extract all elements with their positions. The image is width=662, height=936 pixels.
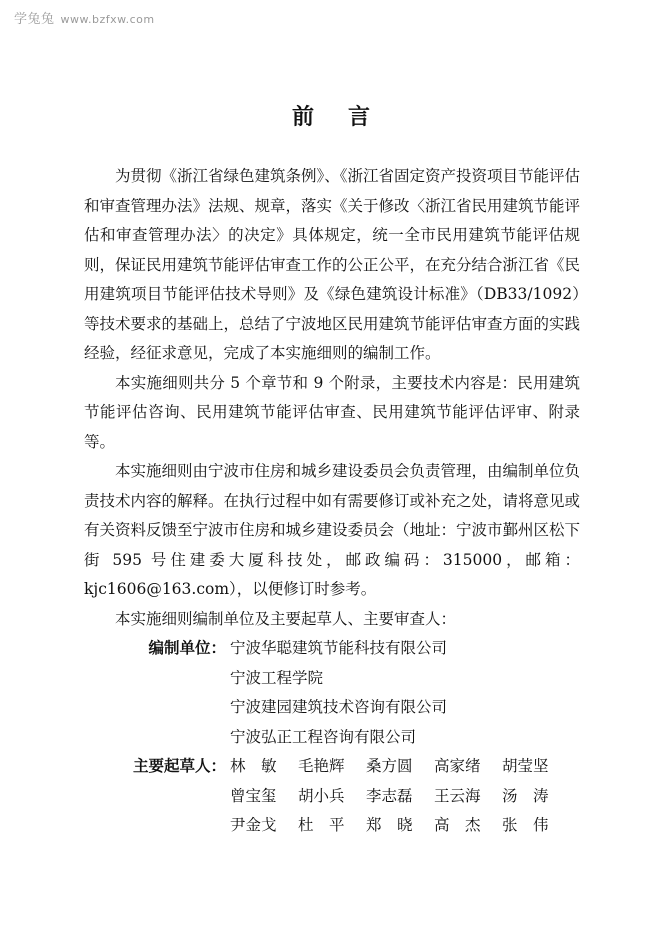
drafter-name: 高 杰	[434, 816, 481, 834]
watermark-brand: 学兔兔	[14, 12, 55, 27]
unit-item: 宁波华聪建筑节能科技有限公司	[230, 639, 448, 657]
drafter-name: 毛艳辉	[298, 757, 345, 775]
drafters-label: 主要起草人：	[132, 757, 226, 775]
drafter-name: 胡莹坚	[502, 757, 549, 775]
paragraph-purpose: 为贯彻《浙江省绿色建筑条例》、《浙江省固定资产投资项目节能评估和审查管理办法》法规、规章，落实《关于修改〈浙江省民用建筑节能评估和审查管理办法〉的决定》具体规定，统一全市民用建筑节能评估规则，保证民用建筑节能评估审查工作的公正公平，在充分结合浙江省《民用建筑项目节能评估技术导则》及《绿色建筑设计标准》（DB33/1092）等技术要求的基础上，总结了宁波地区民用建筑节能评估审查方面的实践经验，经征求意见，完成了本实施细则的编制工作。	[84, 167, 581, 362]
document-body	[84, 162, 580, 841]
paragraph-authors-intro: 本实施细则编制单位及主要起草人、主要审查人：	[115, 609, 457, 628]
unit-item: 宁波建园建筑技术咨询有限公司	[230, 698, 448, 716]
drafter-name: 曾宝玺	[230, 786, 277, 805]
paragraph-management: 本实施细则由宁波市住房和城乡建设委员会负责管理，由编制单位负责技术内容的解释。在执行过程中如有需要修订或补充之处，请将意见或有关资料反馈至宁波市住房和城乡建设委员会（地址：宁波市鄞州区松下街 595 号住建委大厦科技处，邮政编码：315000，邮箱：kjc1606@163.com），以便修订时参考。	[84, 462, 581, 598]
drafters-section	[84, 752, 580, 841]
drafter-name: 汤 涛	[502, 786, 549, 805]
units-list	[226, 634, 447, 752]
units-section	[84, 634, 580, 752]
drafter-name: 胡小兵	[298, 786, 345, 805]
watermark-url: www.bzfxw.com	[60, 13, 155, 26]
page-title: 前言	[291, 105, 404, 130]
units-label: 编制单位：	[148, 639, 226, 657]
unit-item: 宁波弘正工程咨询有限公司	[230, 727, 417, 746]
drafter-name: 桑方圆	[366, 757, 413, 775]
drafter-name: 郑 晓	[366, 816, 413, 834]
drafter-name: 高家绪	[434, 757, 481, 775]
drafter-name: 林 敏	[230, 757, 277, 775]
paragraph-contents: 本实施细则共分 5 个章节和 9 个附录，主要技术内容是：民用建筑节能评估咨询、民用建筑节能评估审查、民用建筑节能评估评审、附录等。	[84, 373, 580, 451]
drafters-list	[226, 752, 570, 841]
watermark	[14, 8, 155, 27]
drafter-name: 李志磊	[366, 786, 413, 805]
drafter-name: 王云海	[434, 786, 481, 805]
drafter-name: 杜 平	[298, 816, 345, 834]
unit-item: 宁波工程学院	[230, 668, 324, 687]
drafter-name: 张 伟	[502, 816, 549, 834]
drafter-name: 尹金戈	[230, 816, 277, 834]
